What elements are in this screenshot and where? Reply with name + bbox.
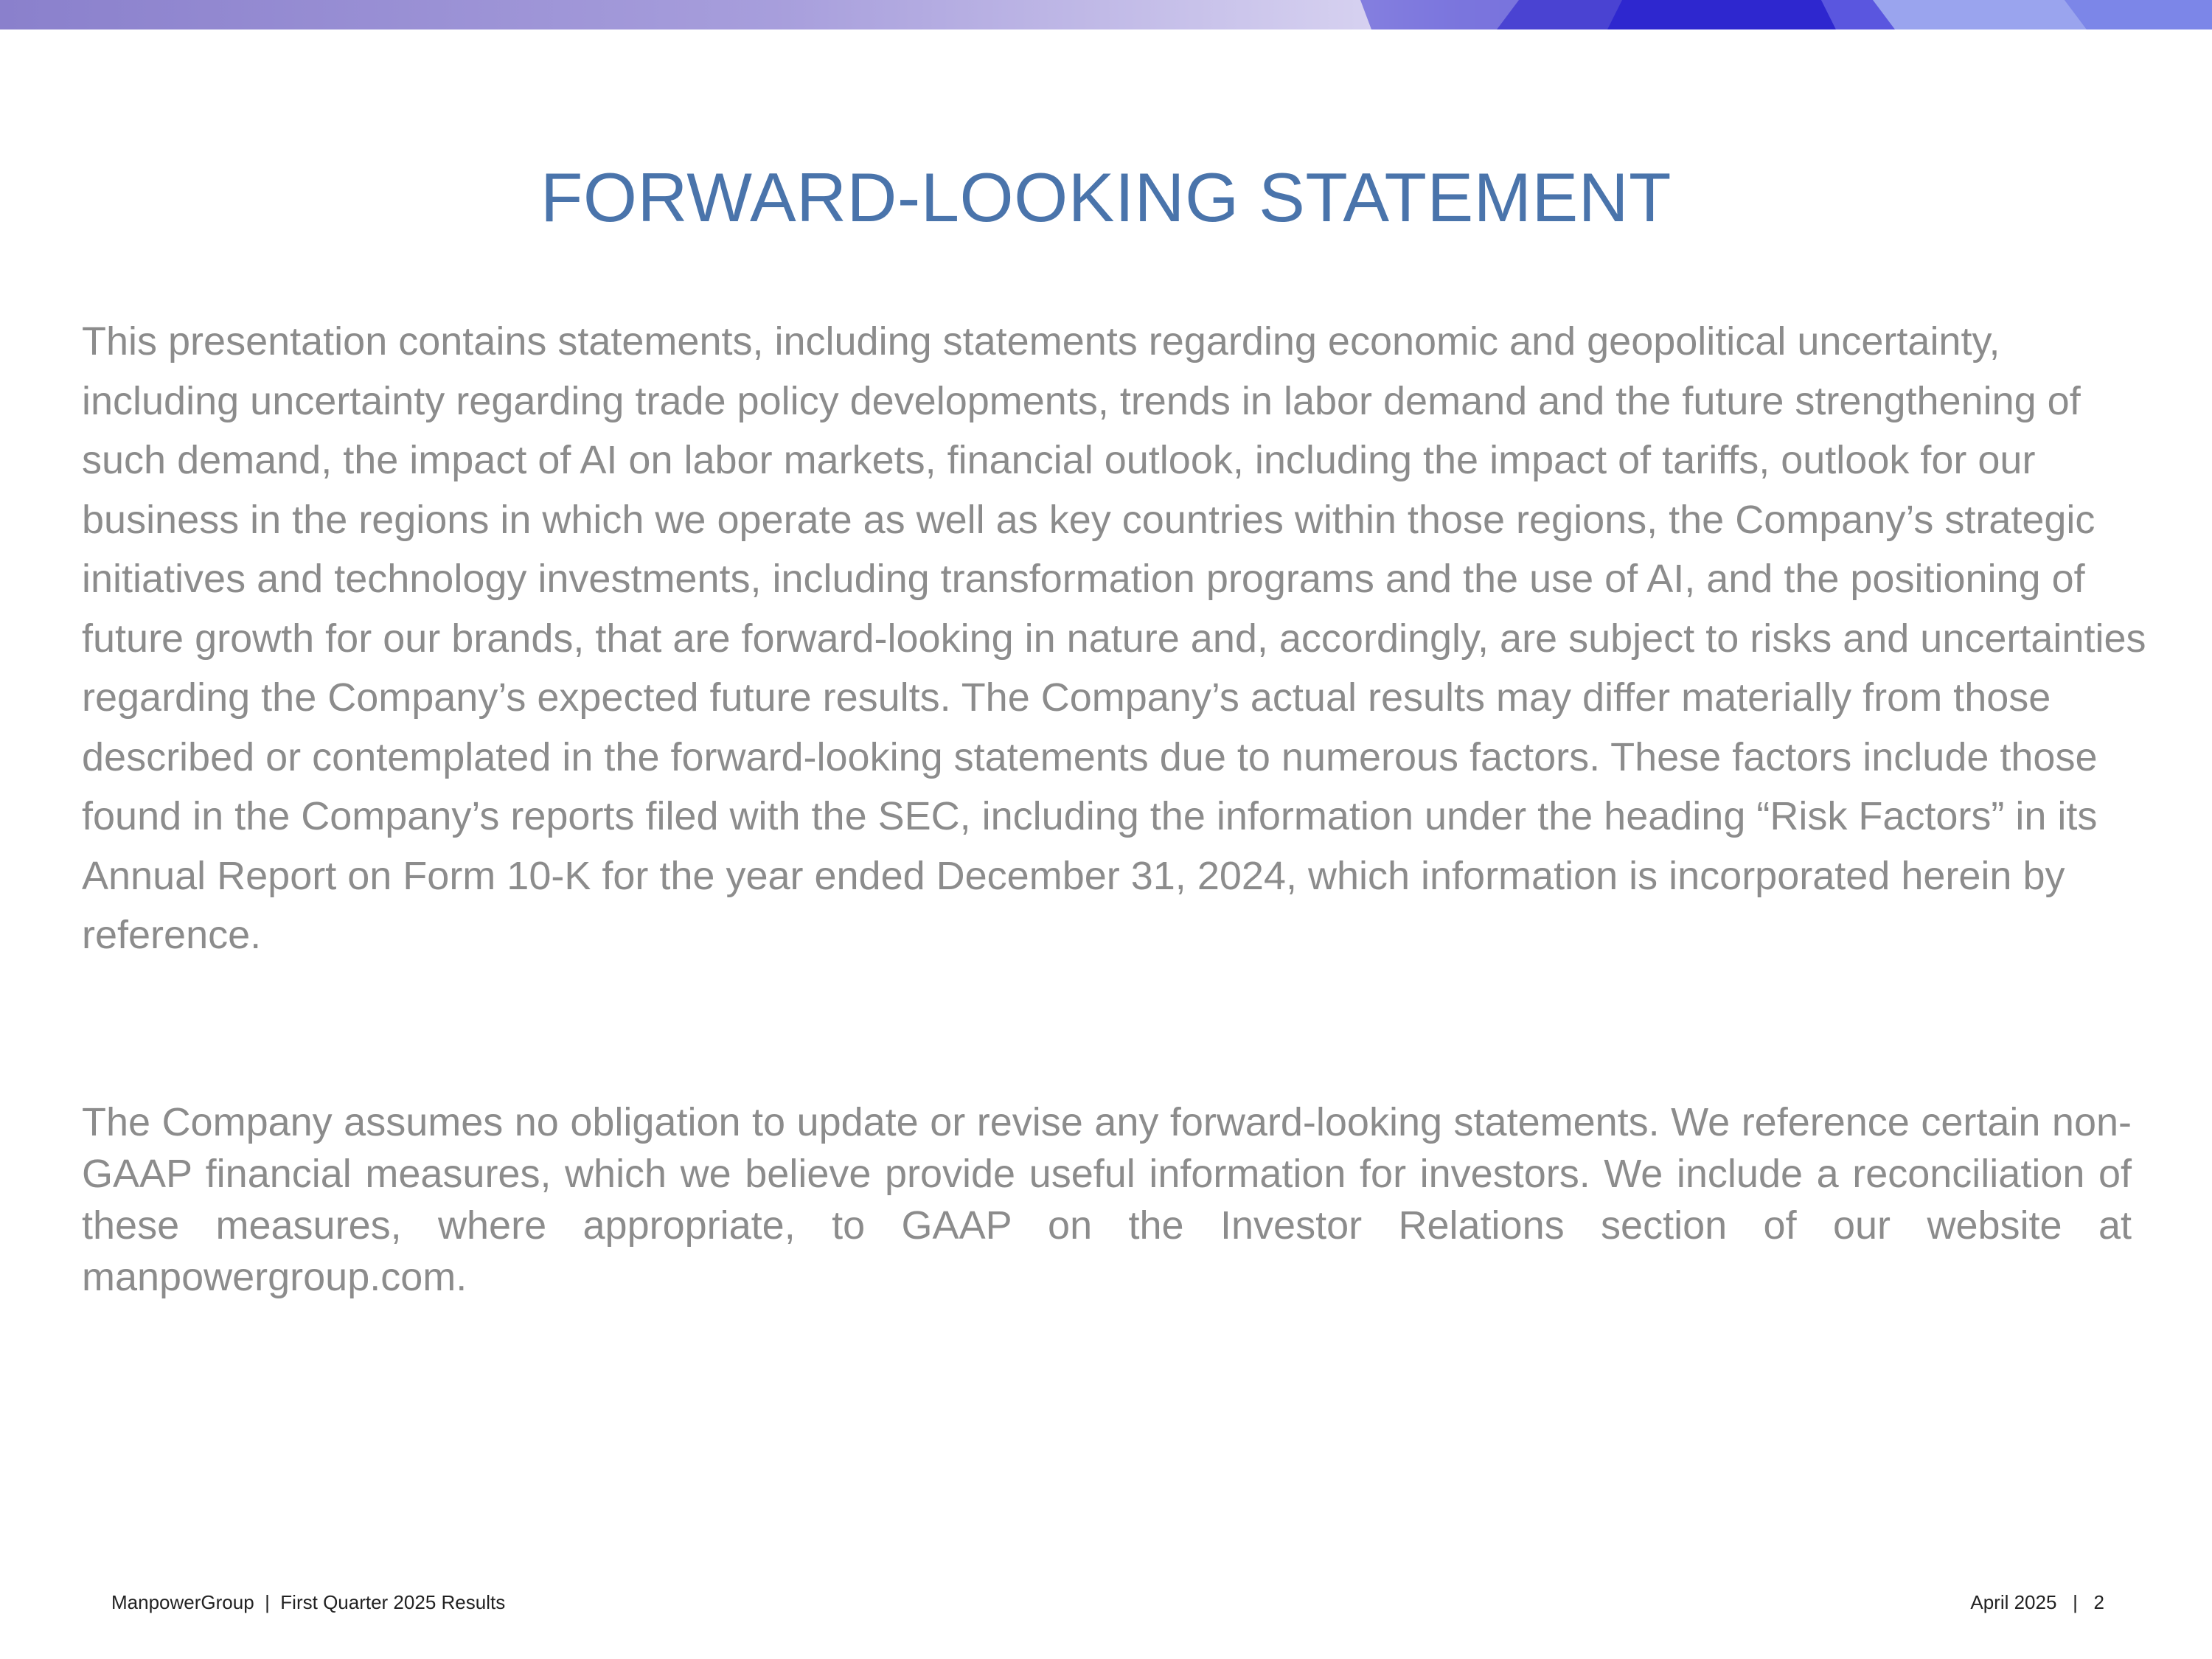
top-band-graphic: [0, 0, 2212, 29]
footer-date-page: April 2025 | 2: [1970, 1591, 2104, 1613]
footer-company-label: ManpowerGroup | First Quarter 2025 Results: [111, 1591, 506, 1613]
slide-title: FORWARD-LOOKING STATEMENT: [540, 159, 1672, 236]
disclaimer-paragraph: The Company assumes no obligation to update or revise any forward-looking statements. We reference certain non-GAAP financial measures, which we believe provide useful information for investors. We include a reconciliation of these measures, where appropriate, to GAAP on the Investor Relations section of our website at manpowergroup.com.: [82, 1100, 2132, 1299]
top-decorative-band: [0, 0, 2212, 29]
forward-looking-paragraph: This presentation contains statements, including statements regarding economic and geopolitical uncertainty, including uncertainty regarding trade policy developments, trends in labor demand and the future strengthening of such demand, the impact of AI on labor markets, financial outlook, including the impact of tariffs, outlook for our business in the regions in which we operate as well as key countries within those regions, the Company’s strategic initiatives and technology investments, including transformation programs and the use of AI, and the positioning of future growth for our brands, that are forward-looking in nature and, accordingly, are subject to risks and uncertainties regarding the Company’s expected future results. The Company’s actual results may differ materially from those described or contemplated in the forward-looking statements due to numerous factors. These factors include those found in the Company’s reports filed with the SEC, including the information under the heading “Risk Factors” in its Annual Report on Form 10-K for the year ended December 31, 2024, which information is incorporated herein by reference.: [82, 319, 2146, 957]
